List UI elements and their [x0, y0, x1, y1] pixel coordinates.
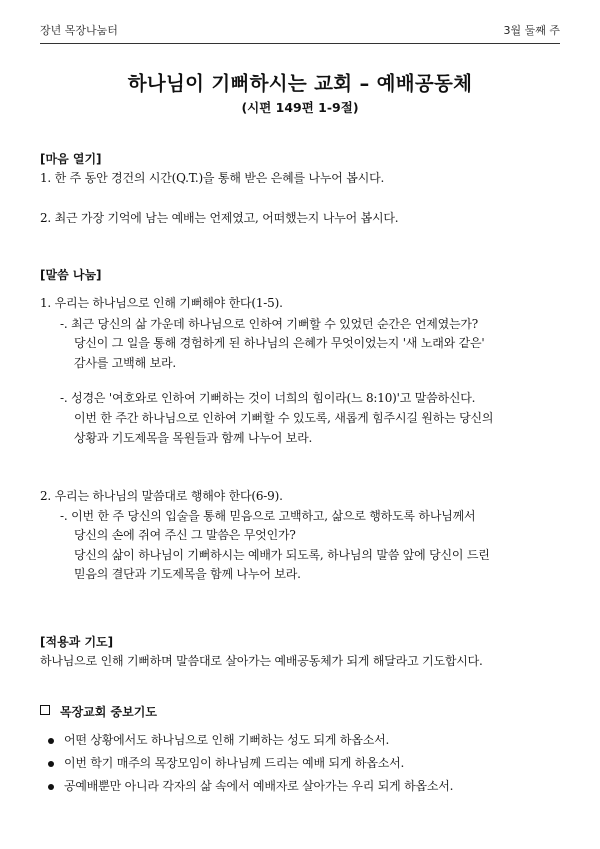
- bullet-dot-icon: [48, 738, 54, 744]
- section-heading-opening: [마음 열기]: [40, 152, 102, 166]
- prayer-item: 공예배뿐만 아니라 각자의 삶 속에서 예배자로 살아가는 우리 되게 하옵소서.: [64, 779, 454, 793]
- word-point-2a-line: 당신의 손에 쥐여 주신 그 말씀은 무엇인가?: [74, 528, 296, 542]
- page-title: 하나님이 기뻐하시는 교회 – 예배공동체: [127, 72, 473, 95]
- header-right: 3월 둘째 주: [503, 24, 560, 37]
- header-divider: [40, 43, 560, 44]
- section-heading-prayer: 목장교회 중보기도: [60, 705, 157, 719]
- page-header: [40, 22, 560, 40]
- section-heading-apply: [적용과 기도]: [40, 635, 114, 649]
- prayer-item: 이번 학기 매주의 목장모임이 하나님께 드리는 예배 되게 하옵소서.: [64, 756, 405, 770]
- word-point-2: 2. 우리는 하나님의 말씀대로 행해야 한다(6-9).: [40, 489, 283, 503]
- apply-text: 하나님으로 인해 기뻐하며 말씀대로 살아가는 예배공동체가 되게 해달라고 기도합시다.: [40, 654, 483, 668]
- bullet-dot-icon: [48, 784, 54, 790]
- word-point-1b-line: -. 성경은 '여호와로 인하여 기뻐하는 것이 너희의 힘이라(느 8:10)'고 말씀하신다.: [60, 391, 476, 405]
- word-point-1: 1. 우리는 하나님으로 인해 기뻐해야 한다(1-5).: [40, 296, 283, 310]
- header-left: 장년 목장나눔터: [40, 24, 118, 37]
- opening-question-1: 1. 한 주 동안 경건의 시간(Q.T.)을 통해 받은 은혜를 나누어 봅시다.: [40, 171, 385, 185]
- word-point-2a-line: -. 이번 한 주 당신의 입술을 통해 믿음으로 고백하고, 삶으로 행하도록 하나님께서: [60, 509, 476, 523]
- checkbox-square-icon: [40, 705, 50, 715]
- word-point-2a-line: 당신의 삶이 하나님이 기뻐하시는 예배가 되도록, 하나님의 말씀 앞에 당신이 드린: [74, 548, 490, 562]
- word-point-1b-line: 상황과 기도제목을 목원들과 함께 나누어 보라.: [74, 431, 313, 445]
- section-heading-word: [말씀 나눔]: [40, 268, 102, 282]
- word-point-2a-line: 믿음의 결단과 기도제목을 함께 나누어 보라.: [74, 567, 301, 581]
- word-point-1a-line: 감사를 고백해 보라.: [74, 356, 176, 370]
- prayer-item: 어떤 상황에서도 하나님으로 인해 기뻐하는 성도 되게 하옵소서.: [64, 733, 390, 747]
- word-point-1a-line: -. 최근 당신의 삶 가운데 하나님으로 인하여 기뻐할 수 있었던 순간은 언제였는가?: [60, 317, 479, 331]
- bullet-dot-icon: [48, 761, 54, 767]
- page-subtitle: (시편 149편 1-9절): [241, 100, 359, 115]
- word-point-1b-line: 이번 한 주간 하나님으로 인하여 기뻐할 수 있도록, 새롭게 힘주시길 원하는 당신의: [74, 411, 494, 425]
- opening-question-2: 2. 최근 가장 기억에 남는 예배는 언제였고, 어떠했는지 나누어 봅시다.: [40, 211, 399, 225]
- word-point-1a-line: 당신이 그 일을 통해 경험하게 된 하나님의 은혜가 무엇이었는지 '새 노래와 같은': [74, 336, 485, 350]
